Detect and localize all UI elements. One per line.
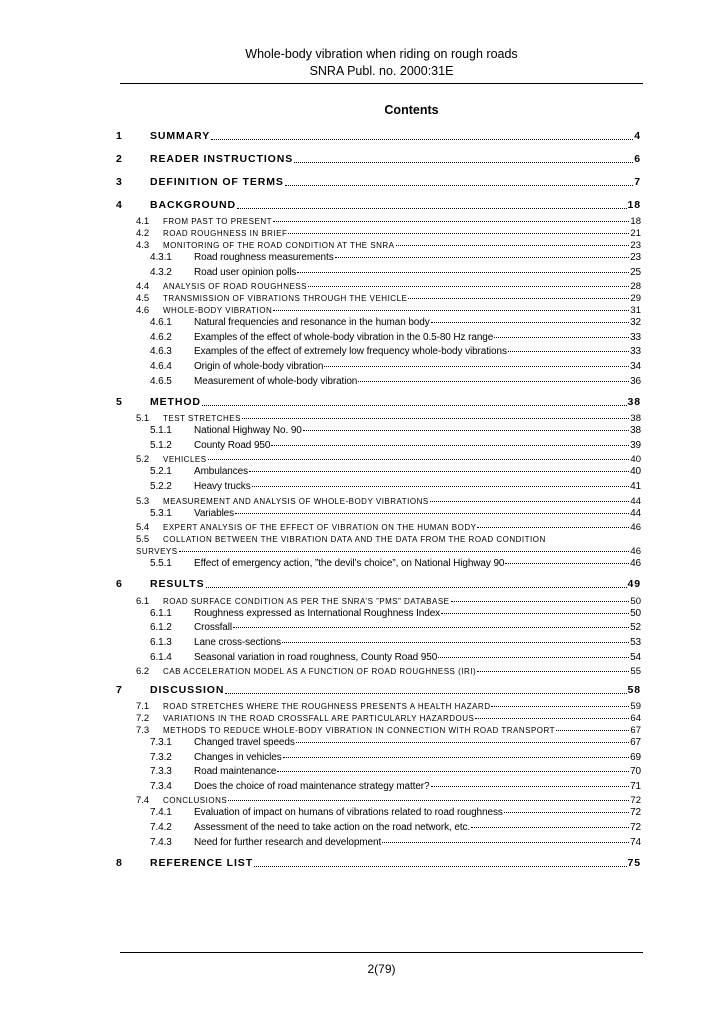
toc-entry-number: 4.6.5	[150, 375, 172, 387]
dot-leader	[491, 705, 629, 707]
dot-leader	[508, 350, 629, 352]
dot-leader	[431, 785, 630, 787]
toc-entry-page: 64	[630, 713, 641, 725]
toc-entry-7[interactable]	[116, 678, 641, 701]
dot-leader	[396, 244, 630, 246]
toc-entry-title: REFERENCE LIST	[150, 856, 254, 869]
toc-entry-number: 7.3	[136, 725, 150, 737]
toc-entry-number: 6.2	[136, 666, 150, 678]
toc-entry-5-1[interactable]	[116, 413, 641, 425]
toc-entry-number: 6	[116, 578, 123, 591]
dot-leader	[233, 626, 629, 628]
toc-entry-page: 49	[627, 578, 641, 591]
dot-leader	[277, 770, 629, 772]
toc-entry-title: ROAD STRETCHES WHERE THE ROUGHNESS PRESENTS A HEALTH HAZARD	[163, 702, 491, 712]
toc-entry-number: 4.3	[136, 240, 150, 251]
toc-entry-title: Road user opinion polls	[194, 266, 297, 278]
toc-entry-4-3-2[interactable]	[116, 267, 641, 282]
toc-entry-number: 5.4	[136, 522, 150, 534]
toc-entry-number: 5.5.1	[150, 558, 172, 570]
dot-leader	[504, 811, 629, 813]
toc-entry-number: 5.2	[136, 454, 150, 466]
header-title: Whole-body vibration when riding on rough roads	[245, 47, 518, 61]
toc-entry-title: Natural frequencies and resonance in the human body	[194, 317, 430, 329]
toc-entry-4-2[interactable]	[116, 228, 641, 240]
dot-leader	[235, 512, 629, 514]
toc-entry-2[interactable]	[116, 147, 641, 170]
toc-entry-5-5-line1[interactable]	[116, 534, 641, 546]
toc-entry-page: 23	[630, 252, 641, 263]
toc-entry-number: 4.5	[136, 293, 150, 305]
toc-entry-number: 1	[116, 129, 123, 142]
toc-entry-title: Road maintenance	[194, 766, 277, 778]
toc-entry-page: 40	[630, 466, 641, 478]
toc-entry-page: 59	[630, 701, 641, 713]
toc-entry-page: 44	[630, 507, 641, 519]
toc-entry-page: 46	[630, 522, 641, 534]
toc-entry-number: 4.3.1	[150, 252, 172, 263]
header-divider	[120, 83, 643, 84]
dot-leader	[208, 458, 630, 460]
dot-leader	[438, 656, 629, 658]
toc-entry-4-6-5[interactable]	[116, 376, 641, 391]
dot-leader	[271, 444, 629, 446]
toc-entry-title: ROAD SURFACE CONDITION AS PER THE SNRA’S ”PMS” DATABASE	[163, 596, 450, 606]
dot-leader	[477, 670, 629, 672]
toc-entry-page: 58	[627, 683, 641, 696]
toc-entry-title: CONCLUSIONS	[163, 796, 228, 806]
toc-entry-page: 6	[634, 152, 641, 165]
toc-entry-number: 4.4	[136, 281, 150, 293]
toc-entry-6-1-3[interactable]	[116, 637, 641, 652]
toc-entry-title: Road roughness measurements	[194, 252, 334, 263]
dot-leader	[430, 500, 630, 502]
toc-entry-title: COLLATION BETWEEN THE VIBRATION DATA AND THE DATA FROM THE ROAD CONDITION	[163, 535, 546, 545]
toc-entry-number: 7.3.2	[150, 751, 172, 763]
dot-leader	[242, 417, 629, 419]
toc-entry-7-4-2[interactable]	[116, 822, 641, 837]
toc-entry-page: 72	[630, 822, 641, 834]
dot-leader	[228, 799, 629, 801]
toc-entry-title: Variables	[194, 507, 235, 519]
toc-entry-page: 46	[630, 558, 641, 570]
toc-entry-page: 55	[630, 666, 641, 678]
toc-entry-4-6[interactable]	[116, 305, 641, 317]
toc-entry-page: 70	[630, 766, 641, 778]
toc-entry-number: 7.2	[136, 713, 150, 725]
toc-entry-title: Measurement of whole-body vibration	[194, 375, 358, 387]
toc-entry-5-3-1[interactable]	[116, 508, 641, 523]
toc-entry-page: 18	[627, 198, 641, 211]
toc-entry-number: 4.6	[136, 305, 150, 317]
toc-entry-title: FROM PAST TO PRESENT	[163, 217, 272, 226]
dot-leader	[324, 365, 629, 367]
dot-leader	[202, 404, 627, 406]
toc-entry-title: DISCUSSION	[150, 683, 225, 696]
toc-entry-page: 69	[630, 751, 641, 763]
toc-entry-title: Changed travel speeds	[194, 737, 295, 749]
toc-entry-page: 44	[630, 495, 641, 507]
toc-entry-5-5-line2[interactable]	[116, 546, 641, 558]
toc-entry-number: 8	[116, 856, 123, 869]
toc-entry-number: 4.2	[136, 228, 150, 239]
toc-entry-4-6-1[interactable]	[116, 317, 641, 332]
toc-entry-number: 7	[116, 683, 123, 696]
toc-entry-number: 4.6.2	[150, 331, 172, 343]
toc-entry-number: 5.2.2	[150, 480, 172, 492]
toc-entry-5-1-1[interactable]	[116, 425, 641, 440]
toc-entry-5-5-1[interactable]	[116, 558, 641, 573]
toc-entry-number: 6.1.2	[150, 622, 172, 634]
toc-entry-page: 25	[630, 266, 641, 278]
toc-entry-title: Effect of emergency action, ”the devil’s choice”, on National Highway 90	[194, 558, 505, 570]
toc-entry-7-3-4[interactable]	[116, 781, 641, 796]
toc-entry-7-4-3[interactable]	[116, 837, 641, 852]
toc-entry-4-6-4[interactable]	[116, 361, 641, 376]
toc-entry-6-1[interactable]	[116, 596, 641, 608]
toc-entry-number: 5.1.2	[150, 439, 172, 451]
toc-entry-title: Need for further research and development	[194, 836, 382, 848]
dot-leader	[297, 271, 629, 273]
dot-leader	[254, 865, 626, 867]
dot-leader	[494, 336, 629, 338]
toc-entry-7-3[interactable]	[116, 725, 641, 737]
toc-entry-7-3-3[interactable]	[116, 766, 641, 781]
toc-entry-number: 5.3	[136, 495, 150, 507]
toc-entry-page: 50	[630, 595, 641, 607]
dot-leader	[308, 285, 629, 287]
toc-entry-title: Crossfall	[194, 622, 232, 634]
toc-entry-title: METHOD	[150, 395, 201, 408]
toc-entry-title: Lane cross-sections	[194, 636, 282, 648]
toc-entry-7-1[interactable]	[116, 701, 641, 713]
toc-entry-number: 7.4.2	[150, 822, 172, 834]
toc-entry-title: TRANSMISSION OF VIBRATIONS THROUGH THE VEHICLE	[163, 294, 408, 304]
toc-entry-page: 50	[630, 607, 641, 619]
toc-entry-title: WHOLE-BODY VIBRATION	[163, 306, 273, 316]
toc-entry-7-3-2[interactable]	[116, 752, 641, 767]
dot-leader	[179, 550, 630, 552]
toc-entry-8[interactable]	[116, 851, 641, 874]
toc-entry-title: EXPERT ANALYSIS OF THE EFFECT OF VIBRATION ON THE HUMAN BODY	[163, 523, 477, 533]
toc-entry-6-2[interactable]	[116, 666, 641, 678]
dot-leader	[471, 826, 629, 828]
toc-entry-title: VEHICLES	[163, 455, 207, 465]
toc-entry-number: 4.6.3	[150, 346, 172, 358]
toc-entry-7-2[interactable]	[116, 713, 641, 725]
toc-entry-title: READER INSTRUCTIONS	[150, 152, 294, 165]
footer-divider	[120, 952, 643, 953]
dot-leader	[303, 429, 629, 431]
dot-leader	[451, 600, 630, 602]
toc-entry-number: 7.3.1	[150, 737, 172, 749]
dot-leader	[556, 729, 629, 731]
dot-leader	[441, 612, 629, 614]
toc-entry-page: 39	[630, 439, 641, 451]
toc-entry-title: Assessment of the need to take action on the road network, etc.	[194, 822, 471, 834]
toc-entry-page: 36	[630, 375, 641, 387]
toc-entry-number: 7.4	[136, 795, 150, 807]
toc-entry-title: METHODS TO REDUCE WHOLE-BODY VIBRATION IN CONNECTION WITH ROAD TRANSPORT	[163, 726, 556, 736]
dot-leader	[475, 717, 629, 719]
toc-entry-5[interactable]	[116, 390, 641, 413]
toc-entry-number: 7.3.3	[150, 766, 172, 778]
dot-leader	[296, 741, 629, 743]
toc-entry-4-4[interactable]	[116, 281, 641, 293]
dot-leader	[505, 562, 629, 564]
toc-entry-title: National Highway No. 90	[194, 425, 302, 437]
toc-entry-4-5[interactable]	[116, 293, 641, 305]
dot-leader	[282, 641, 629, 643]
toc-entry-number: 5.1	[136, 413, 150, 425]
toc-entry-page: 38	[630, 425, 641, 437]
toc-entry-number: 3	[116, 175, 123, 188]
toc-entry-page: 31	[630, 305, 641, 317]
toc-entry-7-4[interactable]	[116, 795, 641, 807]
toc-entry-number: 4.3.2	[150, 266, 172, 278]
toc-entry-page: 67	[630, 737, 641, 749]
toc-entry-page: 41	[630, 480, 641, 492]
page-number: 2(79)	[367, 962, 396, 976]
toc-entry-page: 28	[630, 281, 641, 293]
toc-entry-title: RESULTS	[150, 578, 205, 591]
toc-entry-number: 7.4.1	[150, 807, 172, 819]
dot-leader	[431, 321, 629, 323]
toc-entry-number: 6.1.3	[150, 636, 172, 648]
dot-leader	[206, 586, 627, 588]
toc-entry-title: Ambulances	[194, 466, 249, 478]
toc-entry-1[interactable]	[116, 124, 641, 147]
toc-entry-page: 72	[630, 795, 641, 807]
toc-entry-3[interactable]	[116, 170, 641, 193]
toc-entry-number: 6.1.4	[150, 651, 172, 663]
toc-entry-6-1-2[interactable]	[116, 622, 641, 637]
toc-entry-7-4-1[interactable]	[116, 807, 641, 822]
toc-entry-title: Examples of the effect of extremely low frequency whole-body vibrations	[194, 346, 507, 358]
toc-entry-page: 67	[630, 725, 641, 737]
dot-leader	[273, 309, 629, 311]
toc-entry-page: 54	[630, 651, 641, 663]
dot-leader	[288, 232, 629, 234]
toc-entry-title: BACKGROUND	[150, 198, 236, 211]
toc-entry-title: SUMMARY	[150, 129, 211, 142]
toc-entry-page: 33	[630, 346, 641, 358]
toc-entry-page: 29	[630, 293, 641, 305]
toc-entry-5-3[interactable]	[116, 496, 641, 508]
header-publication: SNRA Publ. no. 2000:31E	[309, 64, 454, 78]
toc-entry-title-continued: SURVEYS	[136, 547, 178, 557]
toc-entry-page: 23	[630, 240, 641, 251]
toc-entry-number: 4.6.1	[150, 317, 172, 329]
dot-leader	[294, 161, 633, 163]
toc-entry-5-2[interactable]	[116, 454, 641, 466]
toc-entry-title: Heavy trucks	[194, 480, 251, 492]
toc-entry-5-4[interactable]	[116, 522, 641, 534]
toc-entry-number: 5	[116, 395, 123, 408]
dot-leader	[252, 485, 629, 487]
toc-entry-number: 5.2.1	[150, 466, 172, 478]
toc-entry-title: DEFINITION OF TERMS	[150, 175, 284, 188]
dot-leader	[285, 184, 633, 186]
toc-entry-number: 4.1	[136, 216, 150, 227]
running-header	[120, 46, 643, 80]
toc-entry-5-2-2[interactable]	[116, 481, 641, 496]
toc-entry-page: 38	[627, 395, 641, 408]
toc-entry-page: 33	[630, 331, 641, 343]
dot-leader	[225, 692, 626, 694]
dot-leader	[335, 256, 629, 258]
dot-leader	[283, 756, 629, 758]
toc-entry-number: 4.6.4	[150, 360, 172, 372]
toc-entry-title: Seasonal variation in road roughness, County Road 950	[194, 651, 438, 663]
toc-entry-page: 46	[630, 546, 641, 558]
toc-entry-number: 6.1	[136, 595, 150, 607]
dot-leader	[249, 470, 629, 472]
toc-entry-page: 40	[630, 454, 641, 466]
toc-entry-title: MONITORING OF THE ROAD CONDITION AT THE SNRA	[163, 241, 395, 250]
toc-entry-page: 52	[630, 622, 641, 634]
toc-entry-6-1-4[interactable]	[116, 652, 641, 667]
toc-entry-6[interactable]	[116, 573, 641, 596]
toc-entry-number: 4	[116, 198, 123, 211]
dot-leader	[273, 220, 629, 222]
dot-leader	[211, 138, 633, 140]
toc-entry-7-3-1[interactable]	[116, 737, 641, 752]
toc-entry-number: 7.3.4	[150, 780, 172, 792]
toc-entry-number: 7.1	[136, 701, 150, 713]
toc-entry-4-6-3[interactable]	[116, 346, 641, 361]
toc-entry-page: 4	[634, 129, 641, 142]
toc-entry-title: ANALYSIS OF ROAD ROUGHNESS	[163, 282, 307, 292]
toc-entry-page: 74	[630, 836, 641, 848]
toc-heading: Contents	[384, 103, 439, 117]
toc-entry-4-3-1[interactable]	[116, 252, 641, 267]
toc-entry-page: 34	[630, 360, 641, 372]
dot-leader	[477, 526, 629, 528]
toc-entry-4[interactable]	[116, 193, 641, 216]
toc-entry-page: 18	[630, 216, 641, 227]
toc-entry-title: CAB ACCELERATION MODEL AS A FUNCTION OF ROAD ROUGHNESS (IRI)	[163, 667, 477, 677]
table-of-contents	[116, 124, 641, 874]
toc-entry-title: County Road 950	[194, 439, 271, 451]
toc-entry-5-1-2[interactable]	[116, 440, 641, 455]
toc-entry-page: 75	[627, 856, 641, 869]
toc-entry-6-1-1[interactable]	[116, 608, 641, 623]
toc-entry-number: 7.4.3	[150, 836, 172, 848]
toc-entry-page: 21	[630, 228, 641, 239]
toc-entry-page: 7	[634, 175, 641, 188]
dot-leader	[382, 841, 629, 843]
toc-entry-title: TEST STRETCHES	[163, 414, 241, 424]
toc-entry-5-2-1[interactable]	[116, 466, 641, 481]
toc-entry-number: 5.1.1	[150, 425, 172, 437]
toc-entry-number: 5.5	[136, 534, 150, 546]
dot-leader	[408, 297, 629, 299]
toc-entry-number: 5.3.1	[150, 507, 172, 519]
toc-entry-title: MEASUREMENT AND ANALYSIS OF WHOLE-BODY VIBRATIONS	[163, 496, 429, 506]
dot-leader	[237, 207, 627, 209]
toc-entry-4-3[interactable]	[116, 240, 641, 252]
toc-entry-page: 53	[630, 636, 641, 648]
toc-entry-page: 71	[630, 780, 641, 792]
toc-entry-title: Examples of the effect of whole-body vibration in the 0.5-80 Hz range	[194, 331, 494, 343]
toc-entry-title: ROAD ROUGHNESS IN BRIEF	[163, 229, 288, 238]
toc-entry-4-1[interactable]	[116, 216, 641, 228]
toc-entry-number: 2	[116, 152, 123, 165]
toc-entry-number: 6.1.1	[150, 607, 172, 619]
toc-entry-page: 72	[630, 807, 641, 819]
dot-leader	[358, 380, 629, 382]
toc-entry-title: Does the choice of road maintenance strategy matter?	[194, 780, 430, 792]
toc-entry-title: Changes in vehicles	[194, 751, 282, 763]
toc-entry-page: 38	[630, 413, 641, 425]
toc-entry-title: Origin of whole-body vibration	[194, 360, 324, 372]
toc-entry-title: Roughness expressed as International Roughness Index	[194, 607, 441, 619]
toc-entry-title: Evaluation of impact on humans of vibrations related to road roughness	[194, 807, 503, 819]
toc-entry-title: VARIATIONS IN THE ROAD CROSSFALL ARE PARTICULARLY HAZARDOUS	[163, 714, 475, 724]
toc-entry-page: 32	[630, 317, 641, 329]
toc-entry-4-6-2[interactable]	[116, 332, 641, 347]
